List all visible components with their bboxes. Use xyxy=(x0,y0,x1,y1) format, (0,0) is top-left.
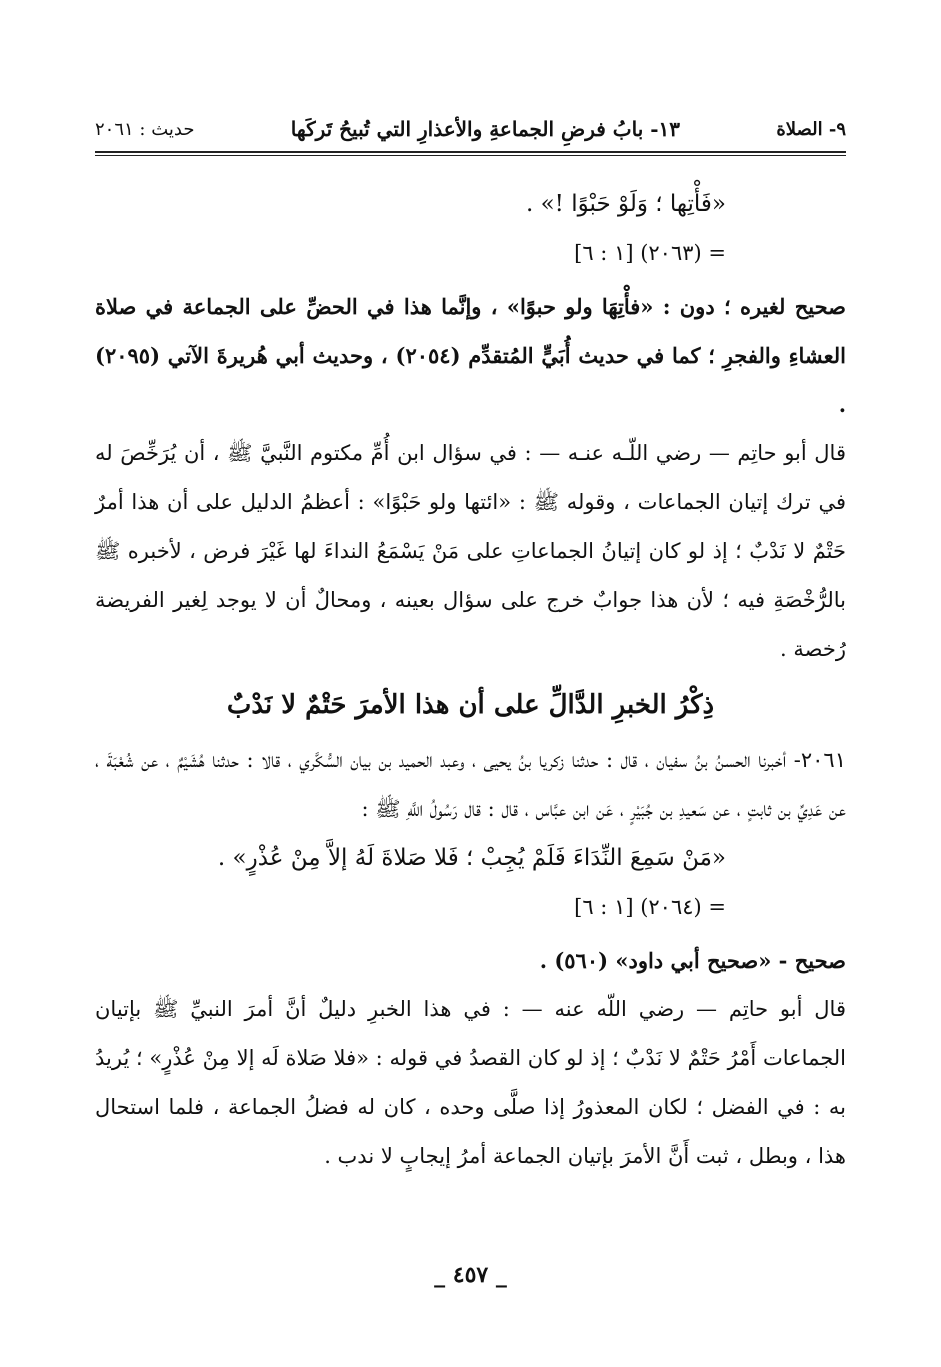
ruling-1: صحيح لغيره ؛ دون : «فأْتِهَا ولو حبوًا» ، وإنَّما هذا في الحضِّ على الجماعة في صلاة العشاءِ والفجرِ ؛ كما في حديث أُبَيٍّ المُتقدِّم (٢٠٥٤) ، وحديث أبي هُريرةَ الآتي (٢٠٩٥) . xyxy=(95,294,846,417)
header-rule-thin xyxy=(95,155,846,156)
hadith-number: حديث : ٢٠٦١ xyxy=(95,118,195,140)
running-header xyxy=(95,112,846,146)
hadith-reference-1: = (٢٠٦٣) [١ : ٦] xyxy=(574,241,726,265)
page-number: _ ٤٥٧ _ xyxy=(434,1262,507,1288)
isnad-2061: ٢٠٦١- أخبرنا الحسنُ بنُ سفيان ، قال : حدثنا زكريا بنُ يحيى ، وعبد الحميد بن بيان السُّكَّري ، قالا : حدثنا هُشَيْمٌ ، عن شُعْبَةَ ، عن عَدِيِّ بن ثابتٍ ، عن سَعيدِ بن جُبَيْرٍ ، عَن ابن عبَّاس ، قال : قال رَسُولُ اللَّهِ ﷺ : xyxy=(95,748,846,821)
hadith-quote-1: «فَأْتِها ؛ وَلَوْ حَبْوًا !» . xyxy=(525,191,726,217)
commentary-2: قال أبو حاتِم — رضي اللّه عنه — : في هذا الخبرِ دليلٌ أنَّ أمرَ النبيِّ ﷺ بإتيان الجماعات أَمْرُ حَتْمٌ لا نَدْبٌ ؛ إذ لو كان القصدُ في قوله : «فلا صَلاة لَه إلا مِنْ عُذْرٍ» ؛ يُريدُ به : في الفضل ؛ لكان المعذورُ إذا صلَّى وحده ، كان له فضلُ الجماعة ، فلما استحال هذا ، وبطل ، ثبت أَنَّ الأمرَ بإتيان الجماعة أمرُ إيجابٍ لا ندب . xyxy=(95,997,846,1168)
commentary-1: قال أبو حاتِم — رضي اللّـه عنـه — : في سؤال ابن أُمِّ مكتوم النَّبيَّ ﷺ ، أن يُرَخِّصَ له في ترك إتيان الجماعات ، وقوله ﷺ : «ائتها ولو حَبْوًا» : أعظمُ الدليل على أن هذا أمرٌ حَتْمٌ لا نَدْبٌ ؛ إذ لو كان إتيانُ الجماعاتِ على مَنْ يَسْمَعُ النداءَ لها غَيْرَ فرض ، لأخبره ﷺ بالرُّخْصَةِ فيه ؛ لأن هذا جوابٌ خرج على سؤال بعينه ، ومحالٌ أن لا يوجد لِغير الفريضة رُخصة . xyxy=(95,441,846,661)
header-rule xyxy=(95,151,846,153)
page-body xyxy=(95,180,846,1181)
section-heading: ذِكْرُ الخبرِ الدَّالِّ على أن هذا الأمرَ حَتْمٌ لا نَدْبٌ xyxy=(226,690,715,720)
chapter-title: ٩- الصلاة xyxy=(776,118,846,140)
ruling-2: صحيح - «صحيح أبي داود» (٥٦٠) . xyxy=(539,948,846,973)
hadith-reference-2: = (٢٠٦٤) [١ : ٦] xyxy=(574,895,726,919)
hadith-quote-2: «مَنْ سَمِعَ النِّدَاءَ فَلَمْ يُجِبْ ؛ فَلا صَلاةَ لَهُ إلاَّ مِنْ عُذْرٍ» . xyxy=(217,845,726,871)
bab-title: ١٣- بابُ فرضِ الجماعةِ والأعذارِ التي تُبيحُ تَركَها xyxy=(290,117,681,141)
document-page xyxy=(95,0,846,1367)
